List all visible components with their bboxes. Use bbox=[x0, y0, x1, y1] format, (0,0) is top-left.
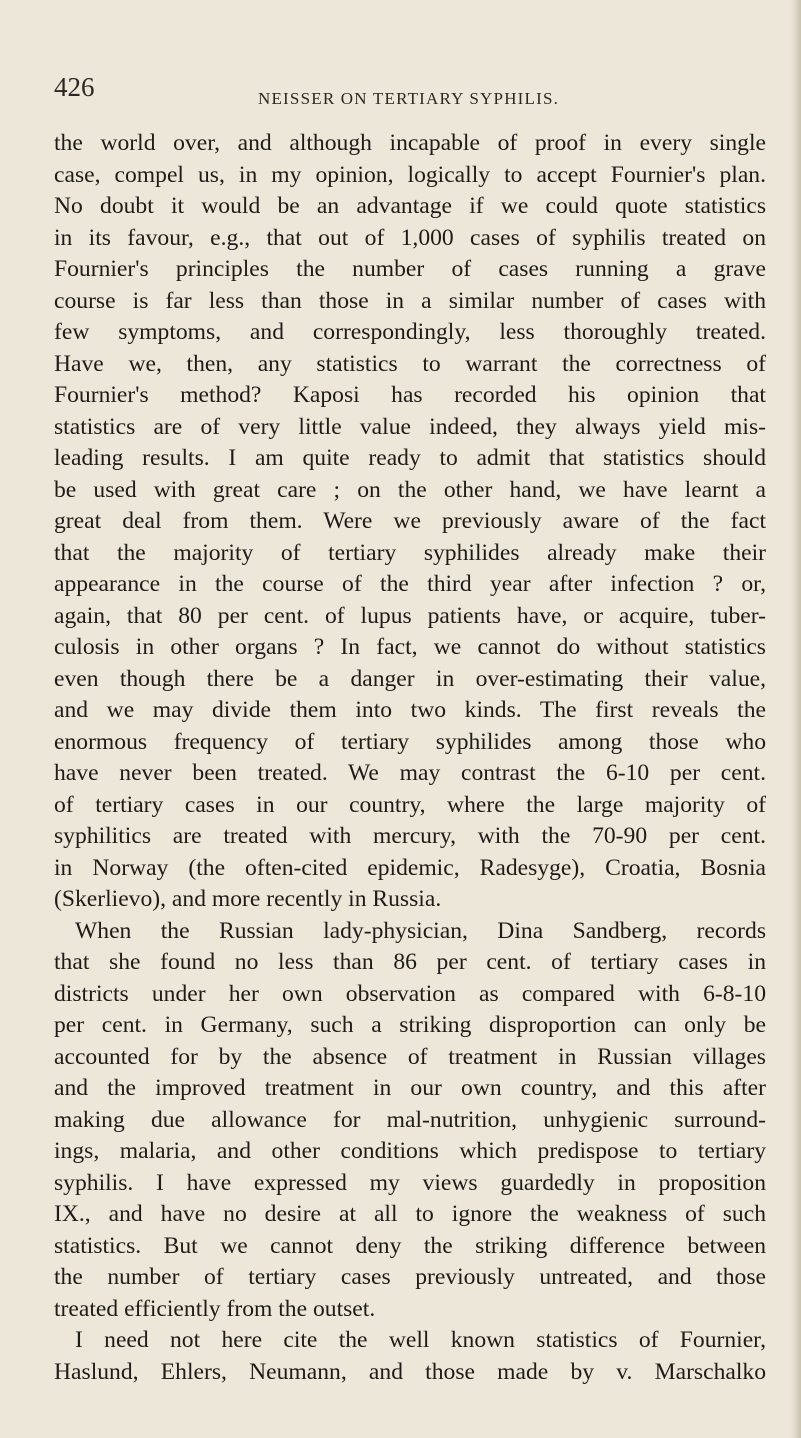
text-line: culosis in other organs ? In fact, we cannot do without statistics bbox=[54, 634, 766, 660]
text-line: in Norway (the often-cited epidemic, Radesyge), Croatia, Bosnia bbox=[54, 854, 766, 881]
text-line: making due allowance for mal-nutrition, unhygienic surround- bbox=[54, 1106, 766, 1133]
text-line: case, compel us, in my opinion, logically to accept Fournier's plan. bbox=[54, 161, 766, 188]
body-text bbox=[54, 128, 766, 1388]
text-line: accounted for by the absence of treatment in Russian villages bbox=[54, 1043, 766, 1070]
text-line: Haslund, Ehlers, Neumann, and those made by v. Marschalko bbox=[54, 1358, 766, 1385]
text-line: even though there be a danger in over-estimating their value, bbox=[54, 665, 766, 692]
text-line: of tertiary cases in our country, where the large majority of bbox=[54, 791, 766, 818]
text-line: Fournier's principles the number of cases running a grave bbox=[54, 256, 766, 282]
text-line: and the improved treatment in our own country, and this after bbox=[54, 1075, 766, 1101]
text-line: that she found no less than 86 per cent. of tertiary cases in bbox=[54, 949, 766, 975]
page-number: 426 bbox=[54, 72, 95, 102]
text-line: the world over, and although incapable of proof in every single bbox=[54, 130, 766, 156]
text-line: great deal from them. Were we previously aware of the fact bbox=[54, 508, 766, 534]
text-line: districts under her own observation as compared with 6-8-10 bbox=[54, 980, 766, 1007]
text-line: syphilis. I have expressed my views guardedly in proposition bbox=[54, 1169, 766, 1196]
text-line: When the Russian lady-physician, Dina Sandberg, records bbox=[75, 917, 766, 944]
text-line: few symptoms, and correspondingly, less thoroughly treated. bbox=[54, 319, 766, 345]
text-line: have never been treated. We may contrast the 6-10 per cent. bbox=[54, 760, 766, 786]
text-line: Fournier's method? Kaposi has recorded his opinion that bbox=[54, 382, 766, 408]
text-line: No doubt it would be an advantage if we could quote statistics bbox=[54, 193, 766, 219]
text-line: enormous frequency of tertiary syphilides among those who bbox=[54, 728, 766, 755]
text-line: treated efficiently from the outset. bbox=[54, 1295, 376, 1322]
text-line: in its favour, e.g., that out of 1,000 cases of syphilis treated on bbox=[54, 224, 766, 251]
text-line: be used with great care ; on the other hand, we have learnt a bbox=[54, 476, 766, 503]
text-line: IX., and have no desire at all to ignore the weakness of such bbox=[54, 1201, 766, 1227]
text-line: statistics are of very little value indeed, they always yield mis- bbox=[54, 413, 766, 440]
text-line: again, that 80 per cent. of lupus patients have, or acquire, tuber- bbox=[54, 602, 766, 629]
text-line: leading results. I am quite ready to admit that statistics should bbox=[54, 445, 766, 471]
running-title: NEISSER ON TERTIARY SYPHILIS. bbox=[258, 89, 560, 108]
text-line: the number of tertiary cases previously untreated, and those bbox=[54, 1264, 766, 1290]
text-line: Have we, then, any statistics to warrant the correctness of bbox=[54, 350, 766, 377]
text-line: ings, malaria, and other conditions which predispose to tertiary bbox=[54, 1138, 766, 1164]
page-header bbox=[54, 72, 774, 112]
text-line: course is far less than those in a similar number of cases with bbox=[54, 287, 766, 314]
text-line: (Skerlievo), and more recently in Russia. bbox=[54, 886, 442, 912]
text-line: I need not here cite the well known statistics of Fournier, bbox=[75, 1327, 766, 1353]
text-line: statistics. But we cannot deny the striking difference between bbox=[54, 1232, 766, 1259]
text-line: syphilitics are treated with mercury, with the 70-90 per cent. bbox=[54, 823, 766, 849]
text-line: appearance in the course of the third year after infection ? or, bbox=[54, 571, 766, 597]
text-line: per cent. in Germany, such a striking disproportion can only be bbox=[54, 1012, 766, 1038]
text-line: and we may divide them into two kinds. The first reveals the bbox=[54, 697, 766, 723]
text-line: that the majority of tertiary syphilides already make their bbox=[54, 539, 766, 566]
page-edge bbox=[791, 0, 801, 1438]
